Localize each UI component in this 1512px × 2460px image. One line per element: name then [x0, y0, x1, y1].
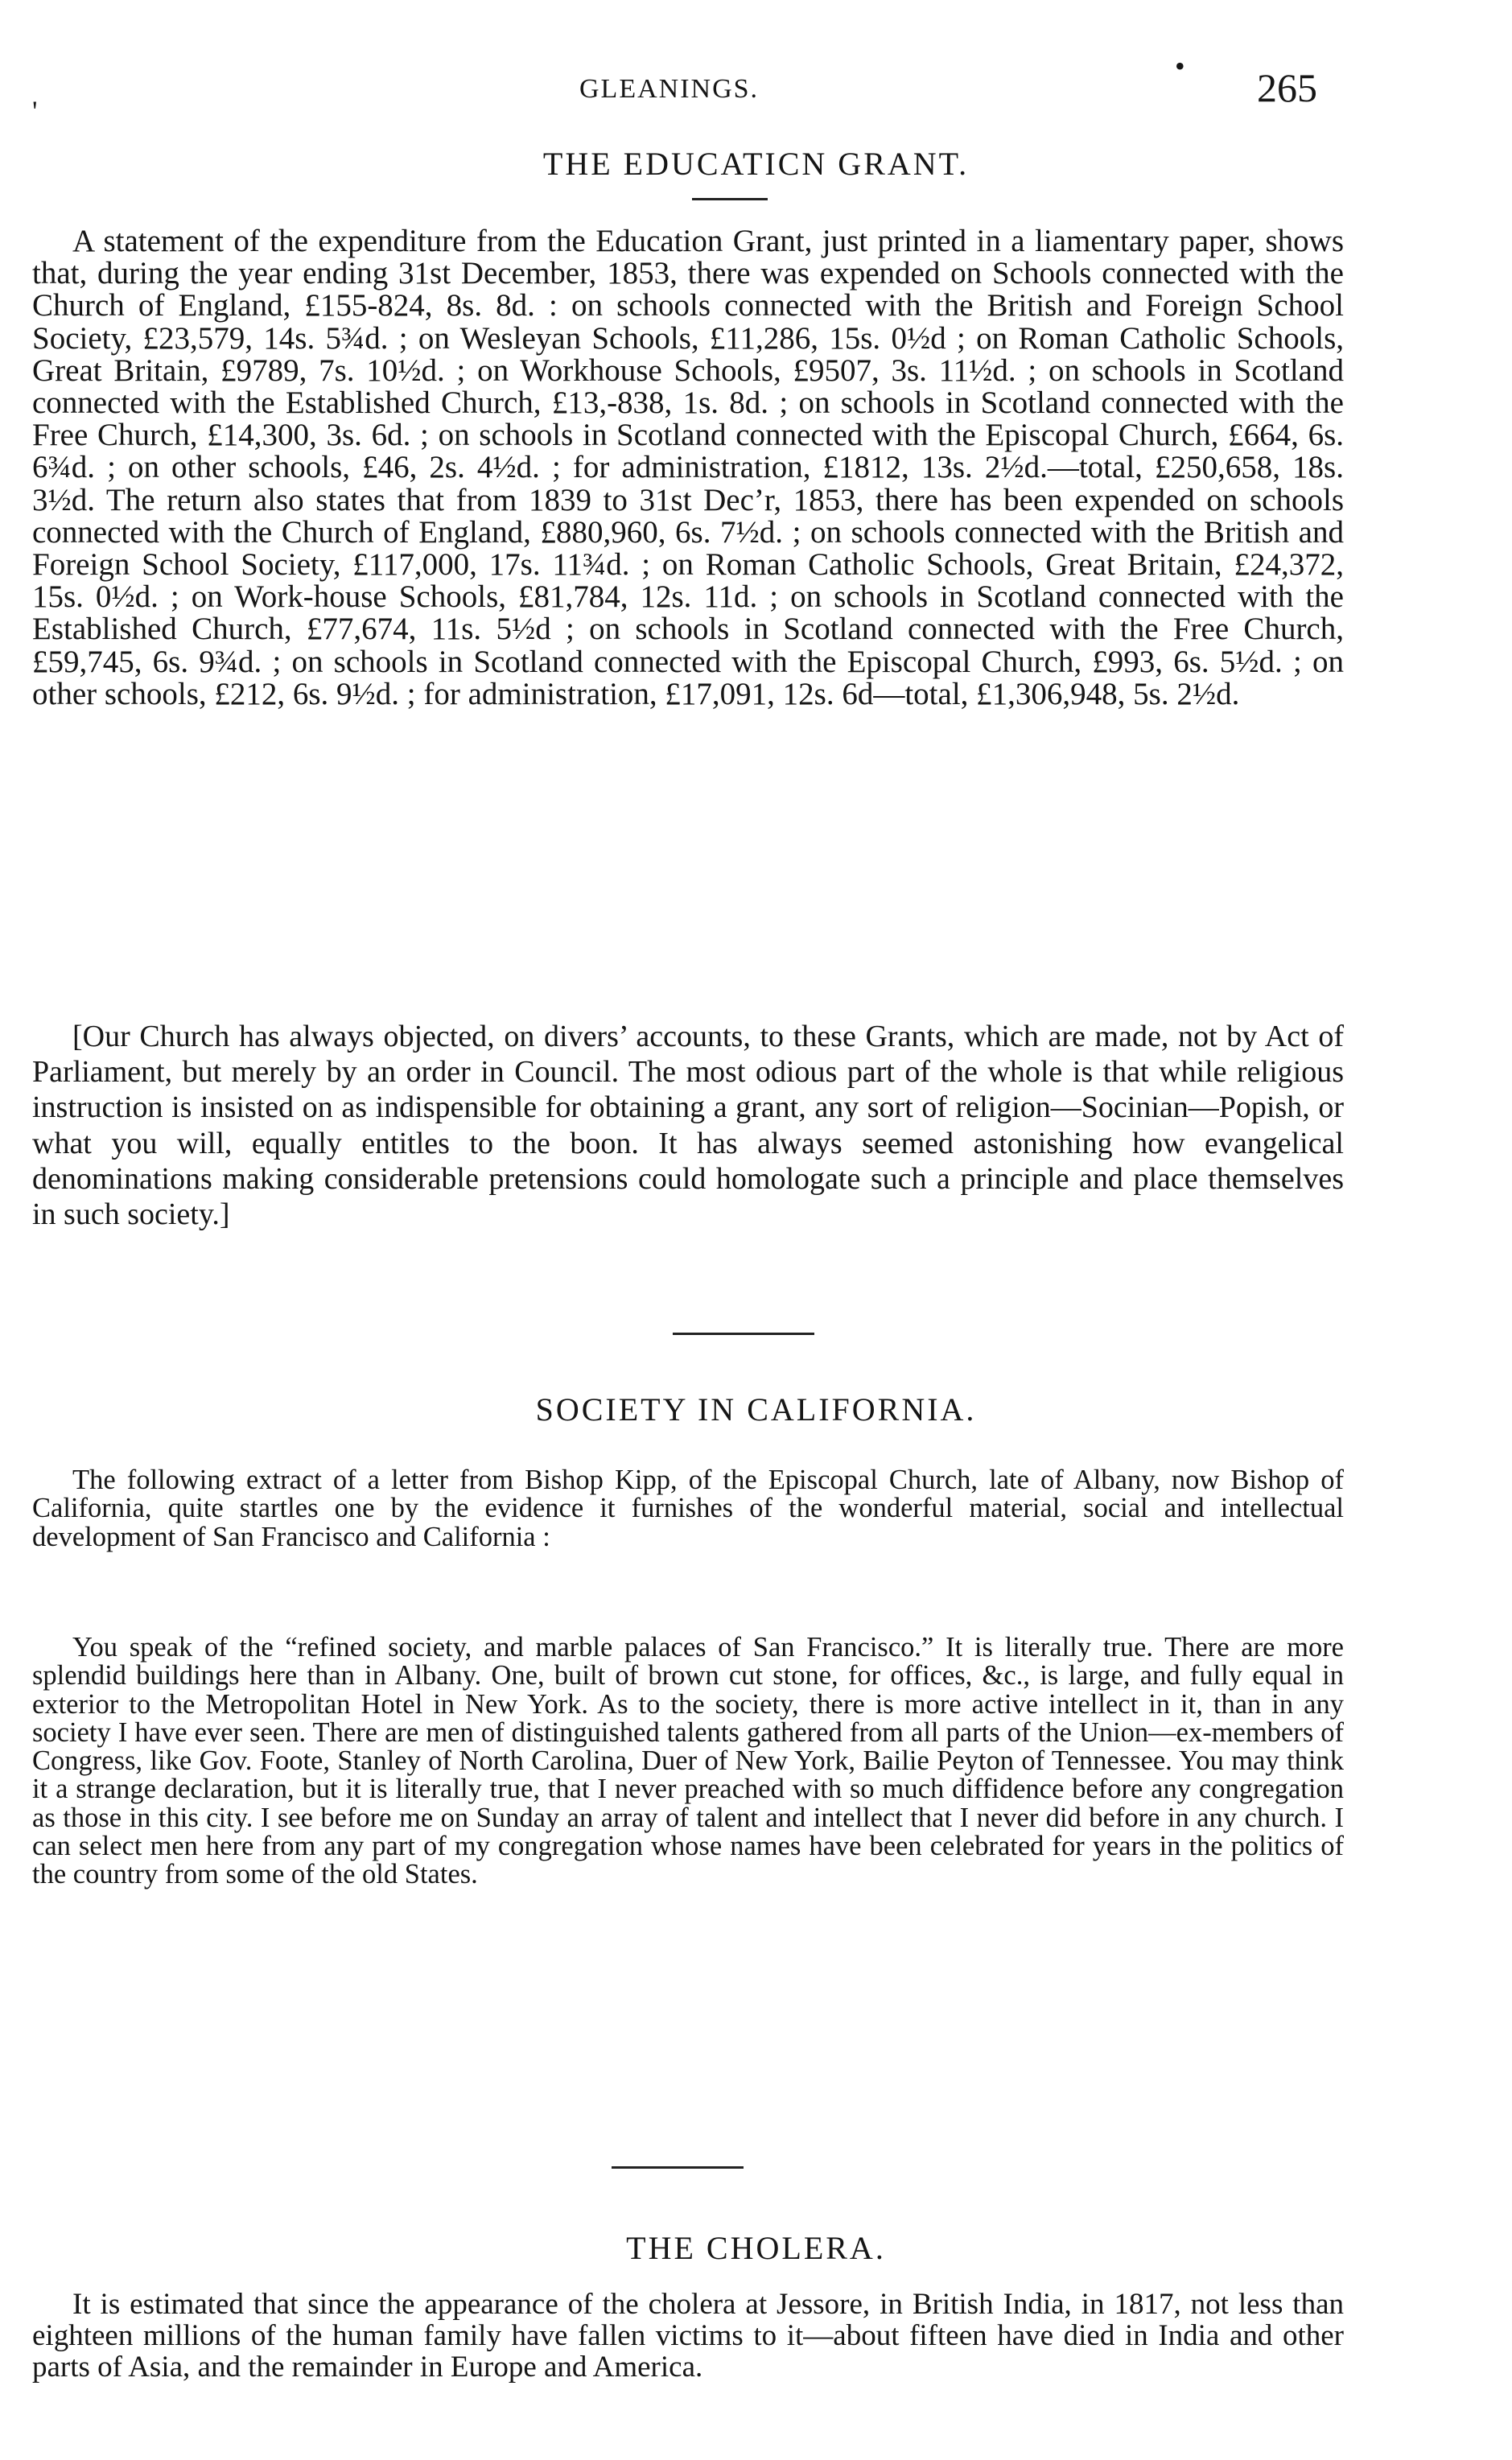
page-number: 265 — [1257, 65, 1317, 110]
california-letter-extract: You speak of the “refined society, and marble palaces of San Francisco.” It is literally true. There are more splendid buildings here than in Albany. One, built of brown cut stone, for offices, &c., is large, and fully equal in exterior to the Metropolitan Hotel in New York. As to the society, there is more active intellect in it, than in any society I have ever seen. There are men of distinguished talents gathered from all parts of the Union—ex-members of Congress, like Gov. Foote, Stanley of North Carolina, Duer of New York, Bailie Peyton of Tennessee. You may think it a strange declaration, but it is literally true, that I never preached with so much diffidence before any congregation as those in this city. I see before me on Sunday an array of talent and intellect that I never did before in any church. I can select men here from any part of my congregation whose names have been celebrated for years in the politics of the country from some of the old States. — [32, 1632, 1344, 1890]
education-grant-comment: [Our Church has always objected, on divers’ accounts, to these Grants, which are made, not by Act of Parliament, but merely by an order in Council. The most odious part of the whole is that while religious instruction is insisted on as indispensible for obtaining a grant, any sort of religion—Socinian—Popish, or what you will, equally entitles to the boon. It has always seemed astonishing how evangelical denominations making considerable pretensions could homologate such a principle and place themselves in such society.] — [32, 1020, 1344, 1232]
section-title-cholera: THE CHOLERA. — [626, 2230, 886, 2266]
section-separator — [673, 1333, 814, 1335]
section-separator — [612, 2166, 744, 2169]
stray-mark-right: • — [1175, 50, 1185, 82]
california-intro: The following extract of a letter from Bishop Kipp, of the Episcopal Church, late of Albany, now Bishop of California, quite startles one by the evidence it furnishes of the wonderful material, social and intellectual development of San Francisco and California : — [32, 1465, 1344, 1552]
section-title-society-california: SOCIETY IN CALIFORNIA. — [535, 1391, 977, 1428]
running-title: GLEANINGS. — [579, 74, 760, 104]
title-rule — [692, 198, 768, 200]
education-grant-statement: A statement of the expenditure from the Education Grant, just printed in a liamentary paper, shows that, during the year ending 31st December, 1853, there was expended on Schools connected with the Church of England, £155-824, 8s. 8d. : on schools connected with the British and Foreign School Society, £23,579, 14s. 5¾d. ; on Wesleyan Schools, £11,286, 15s. 0½d ; on Roman Catholic Schools, Great Britain, £9789, 7s. 10½d. ; on Workhouse Schools, £9507, 3s. 11½d. ; on schools in Scotland connected with the Established Church, £13,-838, 1s. 8d. ; on schools in Scotland connected with the Free Church, £14,300, 3s. 6d. ; on schools in Scotland connected with the Episcopal Church, £664, 6s. 6¾d. ; on other schools, £46, 2s. 4½d. ; for administration, £1812, 13s. 2½d.—total, £250,658, 18s. 3½d. The return also states that from 1839 to 31st Dec’r, 1853, there has been expended on schools connected with the Church of England, £880,960, 6s. 7½d. ; on schools connected with the British and Foreign School Society, £117,000, 17s. 11¾d. ; on Roman Catholic Schools, Great Britain, £24,372, 15s. 0½d. ; on Work-house Schools, £81,784, 12s. 11d. ; on schools in Scotland connected with the Established Church, £77,674, 11s. 5½d ; on schools in Scotland connected with the Free Church, £59,745, 6s. 9¾d. ; on schools in Scotland connected with the Episcopal Church, £993, 6s. 5½d. ; on other schools, £212, 6s. 9½d. ; for administration, £17,091, 12s. 6d—total, £1,306,948, 5s. 2½d. — [32, 224, 1344, 711]
running-header — [0, 50, 1512, 127]
cholera-statement: It is estimated that since the appearance of the cholera at Jessore, in British India, in 1817, not less than eighteen millions of the human family have fallen victims to it—about fifteen have died in India and other parts of Asia, and the remainder in Europe and America. — [32, 2288, 1344, 2384]
stray-mark-left: ' — [32, 95, 38, 127]
section-title-education-grant: THE EDUCATICN GRANT. — [542, 146, 970, 182]
